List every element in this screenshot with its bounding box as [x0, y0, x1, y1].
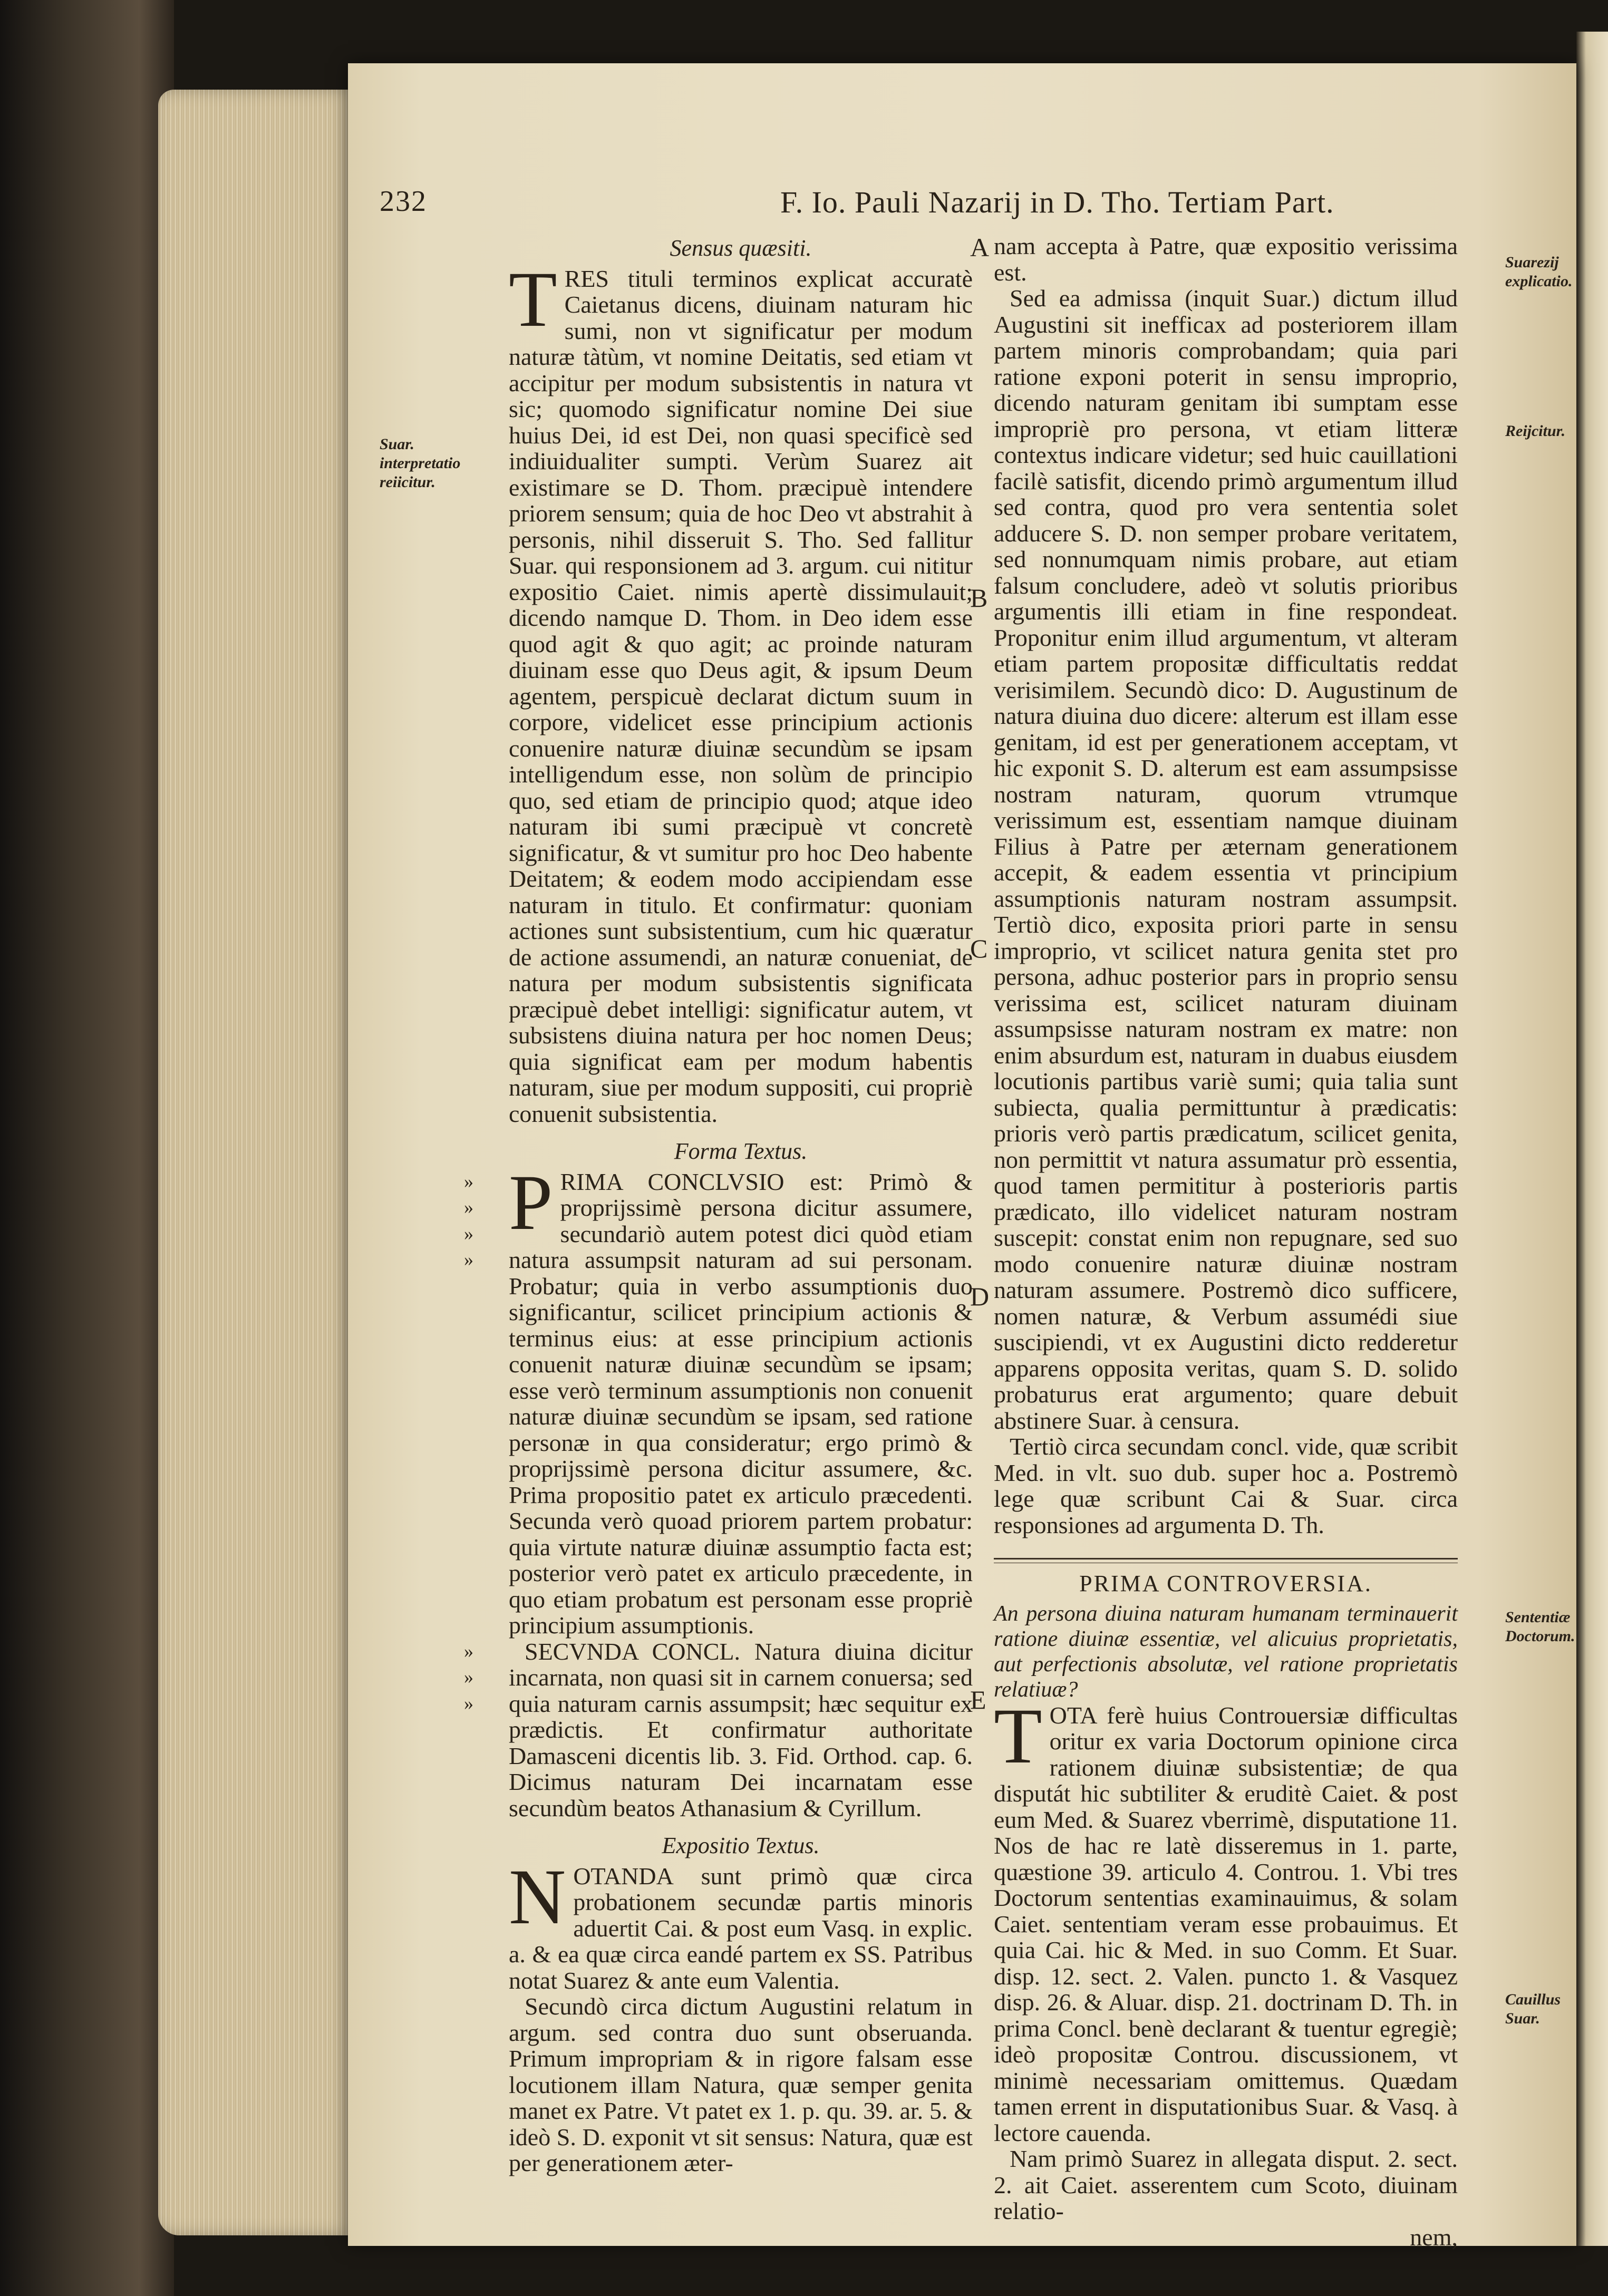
expositio-title: Expositio Textus. — [662, 1833, 820, 1858]
quote-mark: » — [464, 1666, 473, 1688]
margin-note-reijcitur: Reijcitur. — [1505, 422, 1566, 440]
catchword: nem, — [1410, 2223, 1458, 2251]
forma-title: Forma Textus. — [674, 1138, 808, 1164]
facing-page-strip — [1576, 32, 1608, 2246]
dropcap-n: N — [509, 1853, 566, 1941]
margin-note-sententiae-doctorum: Sententiæ Doctorum. — [1505, 1609, 1575, 1645]
left-column — [464, 232, 973, 2176]
quote-mark: » — [464, 1692, 473, 1714]
secundo-paragraph: Secundò circa dictum Augustini relatum in argum. sed contra duo sunt obseruanda. Primum impropriam & in rigore falsam esse locutionem illam Natura, quæ semper genita manet ex Patre. Vt patet ex 1. p. qu. 39. ar. 5. & ideò S. D. exponit vt sit sensus: Natura, quæ est per generationem æter- — [509, 1993, 973, 2176]
section-letter-d: D — [970, 1282, 990, 1311]
section-letter-b: B — [970, 583, 988, 613]
controversy-title: PRIMA CONTROVERSIA. — [1079, 1571, 1372, 1596]
sensus-title: Sensus quæsiti. — [670, 235, 812, 261]
dropcap-t: T — [509, 255, 557, 343]
prima-conclusio-paragraph: PRIMA CONCLVSIO est: Primò & proprijssimè persona dicitur assumere, secundariò autem potest dici quòd etiam natura assumpsit naturam ad sui personam. Probatur; quia in verbo assumptionis duo significantur, scilicet principium actionis & terminus eius: at esse principium actionis conuenit naturæ diuinæ secundùm se ipsam; esse verò terminum assumptionis non conuenit naturæ diuinæ secundùm se ipsam, sed ratione personæ in qua consideratur; ergo primò & proprijssimè persona dicitur assumere, &c. Prima propositio patet ex articulo præcedenti. Secunda verò quoad priorem partem probatur: quia virtute naturæ diuinæ assumptio facta est; posterior verò patet ex articulo præcedente, in quo etiam probatum est personam esse propriè principium assumptionis. — [509, 1158, 973, 1639]
margin-note-suar-interpretatio: Suar. interpretatio reiicitur. — [380, 435, 461, 491]
quote-mark: » — [464, 1248, 473, 1270]
right-column — [994, 233, 1458, 2250]
book-page — [348, 63, 1576, 2251]
margin-note-cauillus-suar: Cauillus Suar. — [1505, 1991, 1561, 2027]
dropcap-t2: T — [994, 1692, 1042, 1780]
running-head: F. Io. Pauli Nazarij in D. Tho. Tertiam Part. — [780, 185, 1334, 219]
section-letter-c: C — [970, 934, 988, 963]
margin-note-suarezij-explicatio: Suarezij explicatio. — [1505, 254, 1573, 290]
sed-ea-paragraph: Sed ea admissa (inquit Suar.) dictum illud Augustini sit inefficax ad posteriorem illam partem minoris comprobandam; quia pari ratione exponi poterit in sensu improprio, dicendo naturam genitam ibi sumptam esse impropriè pro persona, vt etiam litteræ contextus indicare videtur; sed huic cauillationi facilè satisfit, dicendo primò argumentum illud sed contra, quod pro vera sententia solet adducere S. D. non semper probare veritatem, sed nonnumquam nimis probare, aut etiam falsum concludere, adeò vt solutis prioribus argumentis illi etiam in fine respondeat. Proponitur enim illud argumentum, vt alteram etiam partem propositæ difficultatis reddat verisimilem. Secundò dico: D. Augustinum de natura diuina duo dicere: alterum est illam esse genitam, id est per generationem acceptam, vt hic exponit S. D. alterum est eam assumpsisse nostram naturam, quorum vtrumque verissimum est, essentiam namque diuinam Filius à Patre per æternam generationem accepit, & eadem essentia vt principium assumptionis naturam nostram assumpsit. Tertiò dico, exposita priori parte in sensu improprio, vt scilicet natura genita stet pro persona, adhuc posterior pars in proprio sensu verissima est, scilicet naturam diuinam assumpsisse naturam nostram ex matre: non enim absurdum est, naturam in duabus eiusdem locutionis partibus variè sumi; quia talia sunt subiecta, qualia permittuntur à prædicatis: prioris verò partis prædicatum, scilicet genita, non permittit vt natura assumatur prò essentia, quod tamen permititur à posterioris partis prædicato, illo videlicet naturam nostram suscepit: constat enim non repugnare, sed suo modo conuenire naturæ diuinæ nostram naturam assumere. Postremò dico sufficere, nomen naturæ, & Verbum assumédi siue suscipiendi, vt ex Augustini dicto redderetur apparens opposita veritas, quam S. D. solido probaturus erat argumento; quare debuit abstinere Suar. à censura. — [994, 285, 1458, 1434]
quote-mark: » — [464, 1640, 473, 1662]
section-letter-e: E — [970, 1685, 986, 1714]
quote-mark: » — [464, 1223, 473, 1244]
prima-conclusio-block — [464, 1158, 973, 1639]
continuation-line: nam accepta à Patre, quæ expositio verissima est. — [994, 232, 1458, 286]
secunda-conclusio-block — [464, 1638, 973, 1822]
page-header — [380, 185, 1566, 232]
quote-mark: » — [464, 1196, 473, 1218]
tota-paragraph: TOTA ferè huius Controuersiæ difficultas oritur ex varia Doctorum opinione circa rationem diuinæ subsistentiæ; de qua disputát hic subtiliter & eruditè Caiet. & post eum Med. & Suarez vberrimè, disputatione 11. Nos de hac re latè disseremus in 1. parte, quæstione 39. articulo 4. Controu. 1. Vbi tres Doctorum sententias examinauimus, & solam Caiet. sententiam veram esse probauimus. Et quia Cai. hic & Med. in suo Comm. Et Suar. disp. 12. sect. 2. Valen. puncto 1. & Vasquez disp. 26. & Aluar. disp. 21. doctrinam D. Th. in prima Concl. benè declarant & tuentur egregiè; ideò propositæ Controu. discussionem, vt minimè necessariam omittemus. Quædam tamen errent in disputationibus Suar. & Vasq. à lectore cauenda. — [994, 1692, 1458, 2146]
controversy-question: An persona diuina naturam humanam terminauerit ratione diuinæ essentiæ, vel alicuius proprietatis, aut perfectionis absolutæ, vel ratione proprietatis relatiuæ? — [994, 1601, 1458, 1702]
dropcap-p: P — [509, 1158, 553, 1246]
secunda-conclusio-paragraph: SECVNDA CONCL. Natura diuina dicitur incarnata, non quasi sit in carnem conuersa; sed quia naturam carnis assumpsit; hæc sequitur ex prædictis. Et confirmatur authoritate Damasceni dicentis lib. 3. Fid. Orthod. cap. 6. Dicimus naturam Dei incarnatam esse secundùm beatos Athanasium & Cyrillum. — [509, 1638, 973, 1822]
section-letter-a: A — [970, 232, 990, 262]
tertio-paragraph: Tertiò circa secundam concl. vide, quæ scribit Med. in vlt. suo dub. super hoc a. Postremò lege quæ scribunt Cai & Suar. circa responsiones ad argumenta D. Th. — [994, 1433, 1458, 1538]
sensus-paragraph: TRES tituli terminos explicat accuratè Caietanus dicens, diuinam naturam hic sumi, non vt significatur per modum naturæ tàtùm, vt nomine Deitatis, sed etiam vt accipitur per modum subsistentis in natura vt sic; quomodo significatur nomine Dei siue huius Dei, id est Dei, non quasi specificè sed indiuidualiter sumpti. Verùm Suarez ait existimare se D. Thom. præcipuè intendere priorem sensum; quia de hoc Deo vt abstrahit à personis, nihil disseruit S. Tho. Sed fallitur Suar. qui responsionem ad 3. argum. cui nititur expositio Caiet. nimis apertè dissimulauit; dicendo namque D. Thom. in Deo idem esse quod agit & quo agit; ac proinde naturam diuinam esse quo Deus agit, & ipsum Deum agentem, perspicuè declarat dictum suum in corpore, videlicet esse principium actionis conuenire naturæ diuinæ secundùm se ipsam intelligendum esse, non solùm de principio quo, sed etiam de principio quod; atque ideo naturam ibi sumi præcipuè vt concretè significatur, & vt sumitur pro hoc Deo habente Deitatem; & eodem modo accipiendam esse naturam in titulo. Et confirmatur: quoniam actiones sunt subsistentium, cum hic quæratur de actione assumendi, an naturæ conueniat, de natura per modum subsistentis significata præcipuè debet intelligi: significatur autem, vt subsistens diuina natura per hoc nomen Deus; quia significat eam per modum habentis naturam, siue per modum suppositi, cui propriè conuenit subsistentia. — [509, 255, 973, 1127]
quote-mark: » — [464, 1170, 473, 1192]
controversy-rule — [994, 1558, 1458, 1563]
nam-primo-paragraph: Nam primò Suarez in allegata disput. 2. sect. 2. ait Caiet. asserentem cum Scoto, diuinam relatio- — [994, 2145, 1458, 2224]
page-number: 232 — [380, 185, 427, 218]
page-fore-edge — [158, 90, 353, 2235]
notanda-paragraph: NOTANDA sunt primò quæ circa probationem secundæ partis minoris aduertit Cai. & post eum Vasq. in explic. a. & ea quæ circa eandé partem ex SS. Patribus notat Suarez & ante eum Valentia. — [509, 1853, 973, 1994]
book-binding-edge — [0, 0, 174, 2296]
